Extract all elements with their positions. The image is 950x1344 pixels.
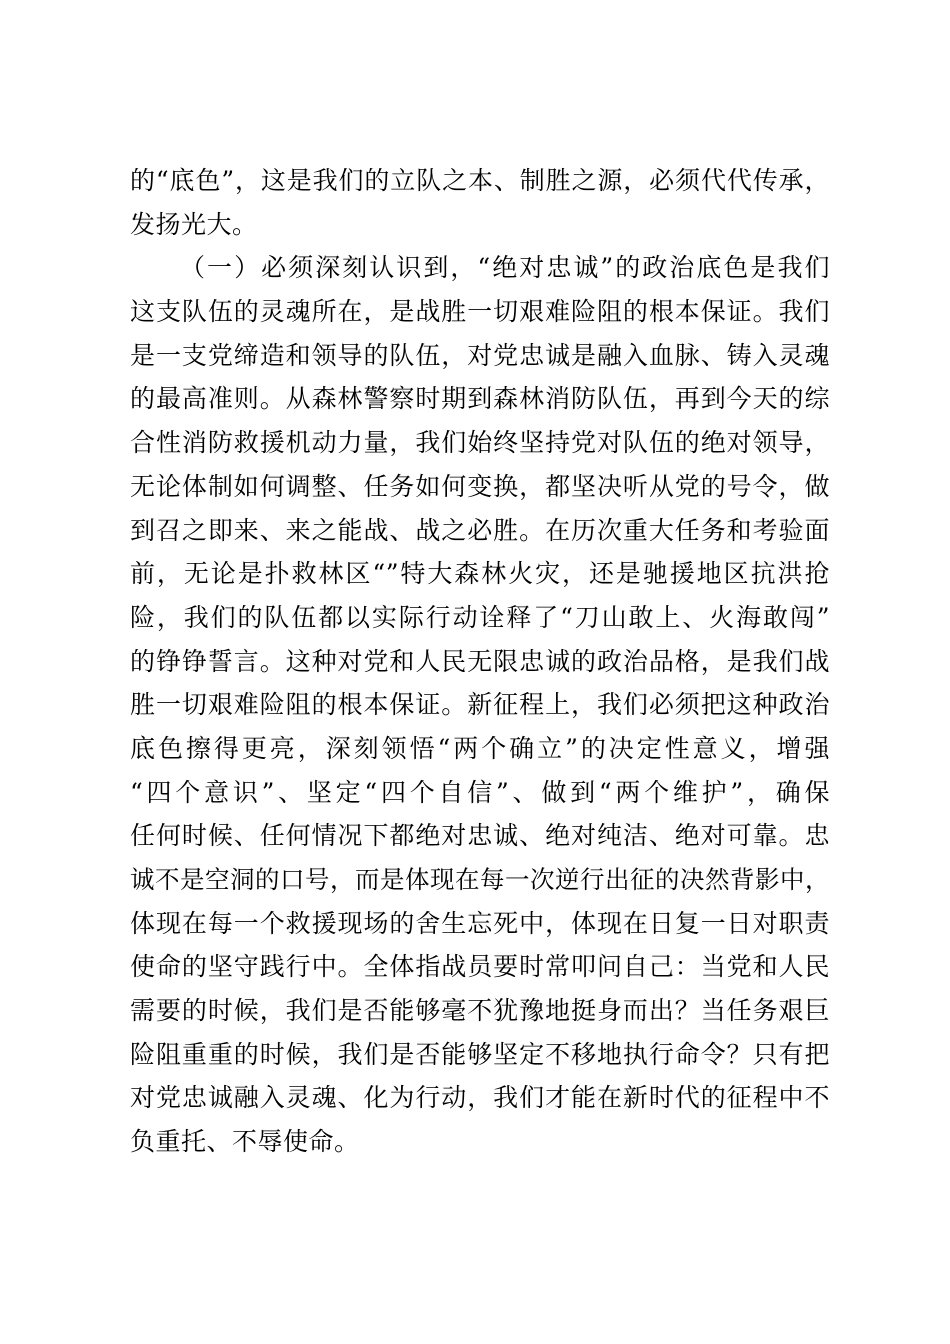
text-line: 到召之即来、来之能战、战之必胜。在历次重大任务和考验面 bbox=[130, 515, 830, 545]
text-line: 负重托、不辱使命。 bbox=[130, 1127, 360, 1157]
text-line: 底色擦得更亮，深刻领悟“两个确立”的决定性意义，增强 bbox=[130, 733, 830, 763]
text-line: 的最高准则。从森林警察时期到森林消防队伍，再到今天的综 bbox=[130, 384, 830, 414]
text-line: 的铮铮誓言。这种对党和人民无限忠诚的政治品格，是我们战 bbox=[130, 646, 830, 676]
text-line: 使命的坚守践行中。全体指战员要时常叩问自己：当党和人民 bbox=[130, 952, 830, 982]
text-line: 任何时候、任何情况下都绝对忠诚、绝对纯洁、绝对可靠。忠 bbox=[130, 821, 830, 851]
text-line: 无论体制如何调整、任务如何变换，都坚决听从党的号令，做 bbox=[130, 471, 830, 501]
text-line: 诚不是空洞的口号，而是体现在每一次逆行出征的决然背影中， bbox=[130, 865, 830, 894]
text-line: 这支队伍的灵魂所在，是战胜一切艰难险阻的根本保证。我们 bbox=[130, 297, 830, 327]
text-line: 对党忠诚融入灵魂、化为行动，我们才能在新时代的征程中不 bbox=[130, 1083, 830, 1113]
text-line: 胜一切艰难险阻的根本保证。新征程上，我们必须把这种政治 bbox=[130, 690, 830, 720]
text-line: 前，无论是扑救林区“”特大森林火灾，还是驰援地区抗洪抢 bbox=[130, 559, 830, 589]
text-line: 发扬光大。 bbox=[130, 209, 258, 239]
text-line: 需要的时候，我们是否能够毫不犹豫地挺身而出？当任务艰巨 bbox=[130, 996, 830, 1026]
text-line: 合性消防救援机动力量，我们始终坚持党对队伍的绝对领导， bbox=[130, 428, 830, 458]
text-line: 是一支党缔造和领导的队伍，对党忠诚是融入血脉、铸入灵魂 bbox=[130, 340, 830, 370]
text-line: 险阻重重的时候，我们是否能够坚定不移地执行命令？只有把 bbox=[130, 1039, 830, 1069]
text-line: 体现在每一个救援现场的舍生忘死中，体现在日复一日对职责 bbox=[130, 908, 830, 938]
text-line: “四个意识”、坚定“四个自信”、做到“两个维护”，确保 bbox=[130, 777, 830, 807]
text-line: 险，我们的队伍都以实际行动诠释了“刀山敢上、火海敢闯” bbox=[130, 602, 830, 632]
text-line: 的“底色”，这是我们的立队之本、制胜之源，必须代代传承， bbox=[130, 166, 830, 195]
body-text bbox=[130, 159, 830, 1164]
text-line: （一）必须深刻认识到，“绝对忠诚”的政治底色是我们 bbox=[180, 253, 830, 283]
